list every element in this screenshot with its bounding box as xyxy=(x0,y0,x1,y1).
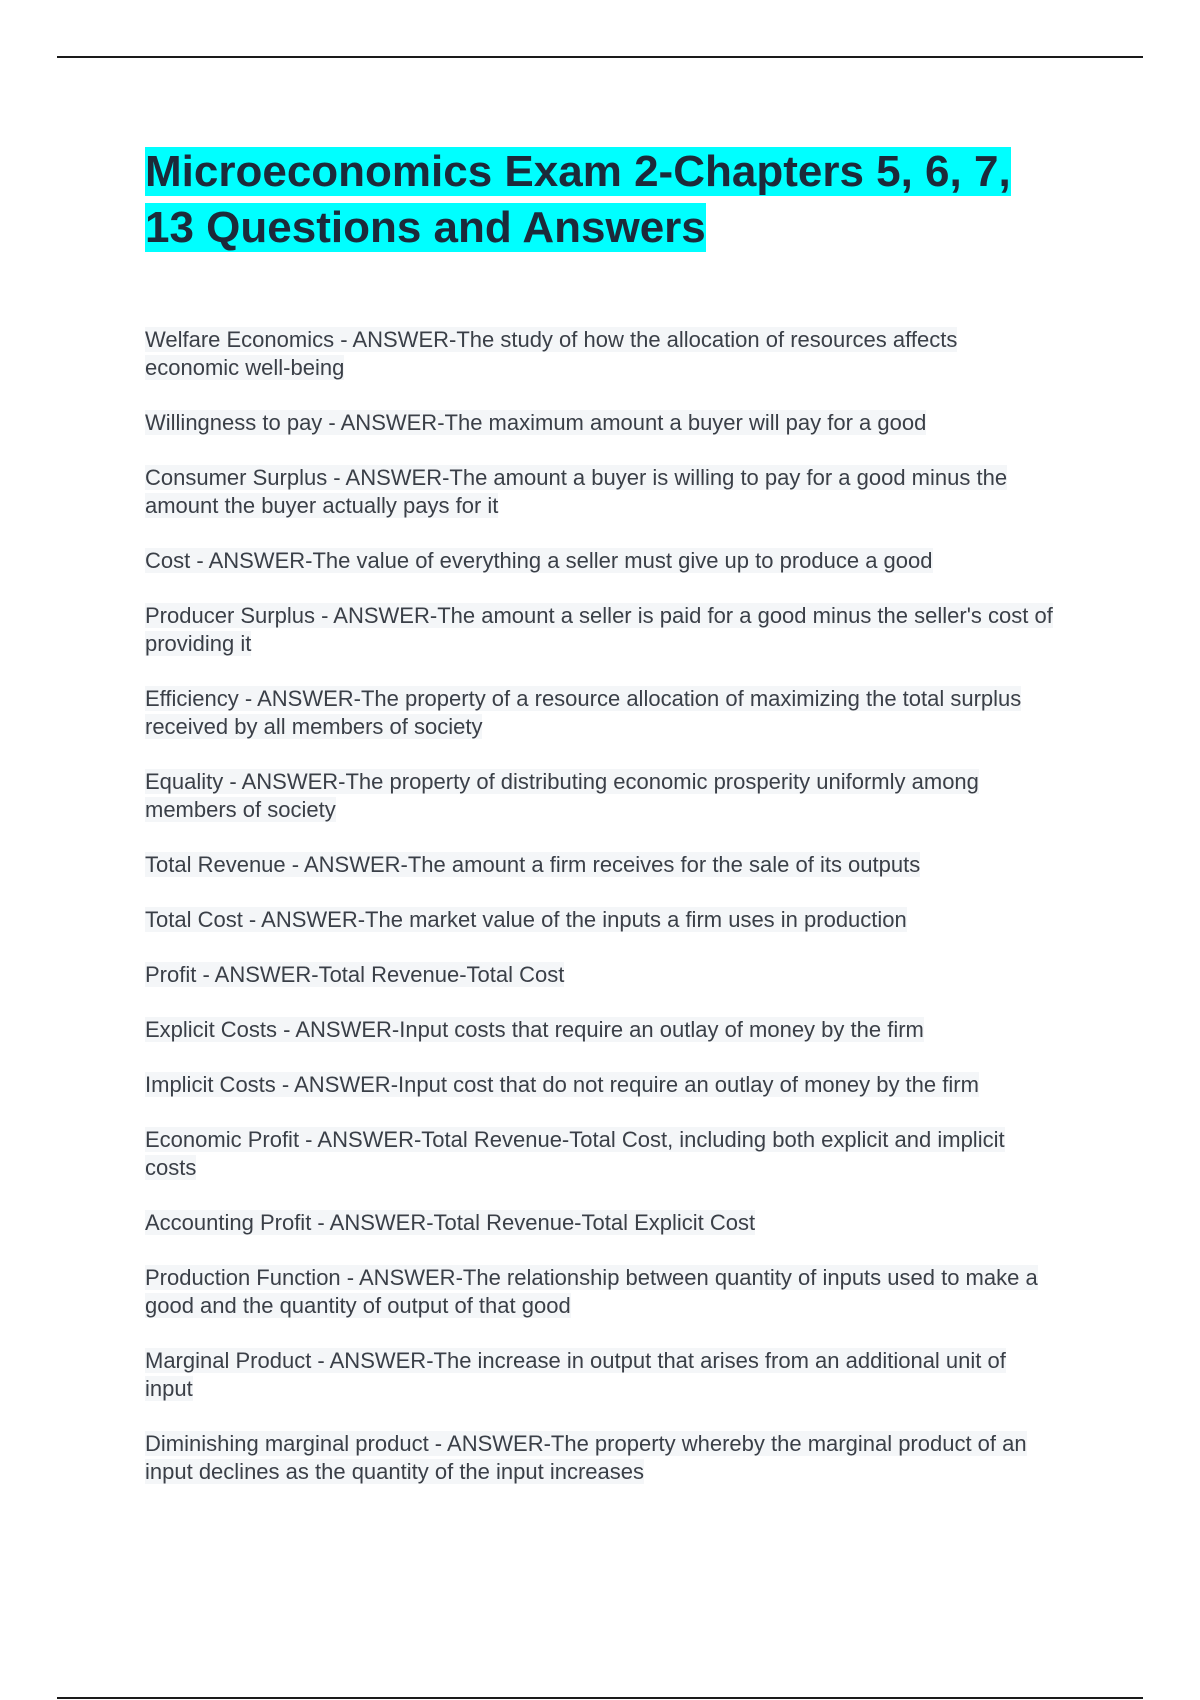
qa-entry xyxy=(145,602,1055,658)
document-page xyxy=(145,144,1065,1513)
qa-entry-text: Production Function - ANSWER-The relationship between quantity of inputs used to make a good and the quantity of output of that good xyxy=(145,1265,1038,1318)
qa-entry xyxy=(145,1071,1055,1099)
qa-entry-text: Willingness to pay - ANSWER-The maximum amount a buyer will pay for a good xyxy=(145,410,927,435)
document-title xyxy=(145,144,1065,256)
qa-entry xyxy=(145,1126,1055,1182)
bottom-rule xyxy=(57,1697,1143,1699)
qa-entry-text: Diminishing marginal product - ANSWER-The property whereby the marginal product of an input declines as the quantity of the input increases xyxy=(145,1431,1027,1484)
qa-list xyxy=(145,326,1065,1486)
qa-entry-text: Marginal Product - ANSWER-The increase in output that arises from an additional unit of input xyxy=(145,1348,1006,1401)
qa-entry-text: Total Cost - ANSWER-The market value of the inputs a firm uses in production xyxy=(145,907,907,932)
qa-entry-text: Welfare Economics - ANSWER-The study of how the allocation of resources affects economic well-being xyxy=(145,327,958,380)
qa-entry xyxy=(145,464,1055,520)
document-title-text: Microeconomics Exam 2-Chapters 5, 6, 7, 13 Questions and Answers xyxy=(145,147,1011,252)
qa-entry xyxy=(145,1347,1055,1403)
qa-entry-text: Efficiency - ANSWER-The property of a resource allocation of maximizing the total surplus received by all members of society xyxy=(145,686,1022,739)
qa-entry xyxy=(145,961,1055,989)
qa-entry xyxy=(145,906,1055,934)
qa-entry-text: Producer Surplus - ANSWER-The amount a seller is paid for a good minus the seller's cost of providing it xyxy=(145,603,1053,656)
qa-entry xyxy=(145,1264,1055,1320)
qa-entry-text: Equality - ANSWER-The property of distributing economic prosperity uniformly among members of society xyxy=(145,769,979,822)
qa-entry-text: Accounting Profit - ANSWER-Total Revenue-Total Explicit Cost xyxy=(145,1210,756,1235)
qa-entry-text: Profit - ANSWER-Total Revenue-Total Cost xyxy=(145,962,565,987)
qa-entry xyxy=(145,1209,1055,1237)
qa-entry xyxy=(145,547,1055,575)
qa-entry-text: Explicit Costs - ANSWER-Input costs that require an outlay of money by the firm xyxy=(145,1017,924,1042)
qa-entry-text: Total Revenue - ANSWER-The amount a firm receives for the sale of its outputs xyxy=(145,852,921,877)
top-rule xyxy=(57,56,1143,58)
qa-entry xyxy=(145,768,1055,824)
qa-entry xyxy=(145,1430,1055,1486)
qa-entry xyxy=(145,685,1055,741)
qa-entry-text: Cost - ANSWER-The value of everything a seller must give up to produce a good xyxy=(145,548,933,573)
qa-entry xyxy=(145,409,1055,437)
qa-entry xyxy=(145,326,1055,382)
qa-entry xyxy=(145,1016,1055,1044)
qa-entry-text: Implicit Costs - ANSWER-Input cost that do not require an outlay of money by the firm xyxy=(145,1072,979,1097)
qa-entry-text: Consumer Surplus - ANSWER-The amount a buyer is willing to pay for a good minus the amount the buyer actually pays for it xyxy=(145,465,1008,518)
qa-entry-text: Economic Profit - ANSWER-Total Revenue-Total Cost, including both explicit and implicit costs xyxy=(145,1127,1005,1180)
qa-entry xyxy=(145,851,1055,879)
